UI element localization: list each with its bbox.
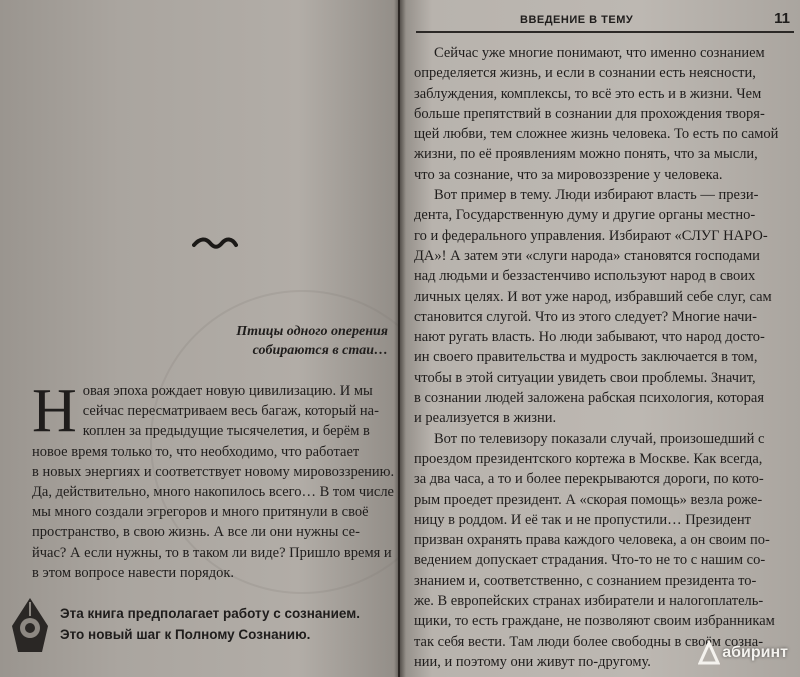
page-number: 11 [774, 10, 790, 27]
right-body-line: нии, и поэтому они живут по-другому. [414, 653, 651, 670]
left-body-text [32, 377, 395, 583]
right-body-line: в сознании людей заложена рабская психология, которая [414, 390, 765, 407]
right-body-line: жизни, по её проявлениям можно понять, что за мысли, [414, 146, 758, 163]
right-body-text [414, 43, 786, 672]
ornament-divider-icon [192, 236, 238, 255]
epigraph [148, 322, 388, 360]
left-body-line: в новых энергиях и соответствует новому мировоззрению. [32, 463, 395, 480]
right-body-line: над людьми и беззастенчиво используют народ в своих [414, 268, 756, 285]
left-body-line: Да, действительно, много накопилось всего… В том числе [32, 484, 394, 501]
left-body-line: йчас? А если нужны, то в таком ли виде? Пришло время и [32, 544, 392, 561]
left-body-line: сейчас пересматриваем весь багаж, который на- [82, 403, 379, 420]
right-body-line: за два часа, а то и более перекрываются дороги, по кото- [414, 471, 764, 488]
right-body-line: определяется жизнь, и если в сознании есть неясности, [414, 65, 756, 82]
book-note-line-2: Это новый шаг к Полному Сознанию. [60, 627, 311, 642]
right-body-line: ДА»! А затем эти «слуги народа» становятся господами [414, 247, 760, 264]
labirint-logo-text: абиринт [722, 644, 788, 661]
book-note [60, 603, 390, 645]
right-body-line: Сейчас уже многие понимают, что именно сознанием [434, 45, 765, 61]
drop-cap: Н [32, 377, 77, 445]
epigraph-line-1: Птицы одного оперения [236, 324, 388, 339]
right-body-line: щики, то есть граждане, не позволяют своим избранникам [414, 613, 775, 630]
labirint-watermark-logo [698, 641, 788, 665]
left-body-line: пространство, в свою жизнь. А все ли они нужны се- [32, 524, 360, 541]
right-body-line: го и федерального управления. Избирают «СЛУГ НАРО- [414, 227, 768, 244]
right-body-line: больше препятствий в сознании для прохождения творя- [414, 105, 765, 122]
right-body-line: ин своего правительства и мудрость заключается в том, [414, 349, 758, 366]
right-body-line: же. В европейских странах избиратели и налогоплатель- [414, 593, 764, 610]
right-body-line: проездом президентского кортежа в Москве. Как всегда, [414, 450, 763, 467]
right-body-line: нают ругать власть. Но люди забывают, что народ досто- [414, 329, 765, 346]
book-note-line-1: Эта книга предполагает работу с сознанием. [60, 606, 360, 621]
right-body-line: личных целях. И вот уже народ, избравший себе слуг, сам [414, 288, 772, 305]
right-body-line: заблуждения, комплексы, то всё это есть и в жизни. Чем [414, 85, 762, 102]
right-body-line: ведением допускает страдания. Что-то не то с нашим со- [414, 552, 766, 569]
running-head: ВВЕДЕНИЕ В ТЕМУ [520, 14, 634, 26]
right-body-line: становится слугой. Что из этого следует? Многие начи- [414, 308, 758, 325]
right-body-line: рым проедет президент. А «скорая помощь» везла роже- [414, 491, 763, 508]
left-page [0, 0, 398, 677]
right-body-line: щей любви, тем сложнее жизнь человека. То есть по самой [414, 126, 779, 143]
left-body-line: в этом вопросе навести порядок. [32, 564, 235, 581]
left-body-line: коплен за предыдущие тысячелетия, и берём в [82, 423, 370, 440]
labirint-logo-icon [698, 641, 720, 665]
right-body-line: чтобы в этой ситуации увидеть свои проблемы. Значит, [414, 369, 756, 386]
right-body-line: призван охранять права каждого человека, а он своим по- [414, 532, 770, 549]
left-body-line: овая эпоха рождает новую цивилизацию. И мы [82, 383, 373, 399]
right-page [400, 0, 800, 677]
right-body-line: ницу в роддом. И её так и не пропустили… Президент [414, 511, 751, 528]
book-emblem-icon [8, 596, 52, 659]
right-body-line: дента, Государственную думу и другие органы местно- [414, 207, 756, 224]
right-body-line: Вот по телевизору показали случай, произошедший с [434, 430, 765, 447]
epigraph-line-2: собираются в стаи… [252, 343, 388, 358]
book-gutter [394, 0, 406, 677]
right-body-line: Вот пример в тему. Люди избирают власть — прези- [434, 187, 759, 204]
right-body-line: и реализуется в жизни. [414, 410, 557, 427]
left-body-line: новое время только то, что необходимо, что работает [32, 443, 360, 460]
right-body-line: что за сознание, что за мировоззрение у человека. [414, 166, 723, 183]
left-body-line: мы много создали эгрегоров и много притянули в своё [32, 504, 369, 521]
left-paragraph [32, 377, 395, 583]
right-body-line: так себя вести. Там люди более свободны в своём созна- [414, 633, 764, 650]
header-rule [416, 31, 794, 33]
right-body-line: знанием и, соответственно, с сознанием президента то- [414, 572, 757, 589]
